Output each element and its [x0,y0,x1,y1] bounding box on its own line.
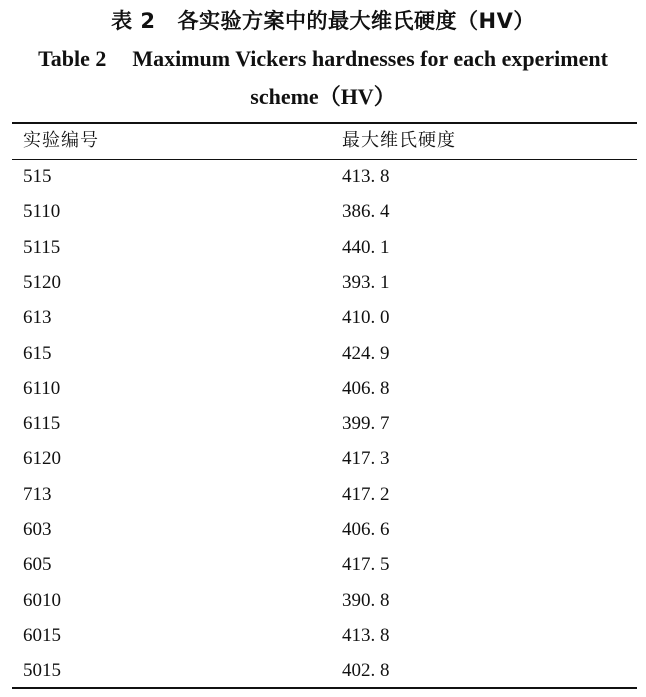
cell-experiment-id: 615 [23,342,52,364]
table-header-row [0,126,646,156]
cell-max-vickers-hardness: 424. 9 [342,342,390,364]
table-top-rule [12,122,637,124]
cell-experiment-id: 5015 [23,660,61,682]
cell-max-vickers-hardness: 417. 2 [342,483,390,505]
cell-max-vickers-hardness: 410. 0 [342,307,390,329]
table-title-english-line2: scheme（HV） [250,84,396,109]
header-experiment-id: 实验编号 [23,130,99,151]
cell-max-vickers-hardness: 406. 8 [342,377,390,399]
table-row [0,197,646,227]
table-row [0,233,646,263]
cell-experiment-id: 603 [23,519,52,540]
cell-max-vickers-hardness: 417. 3 [342,448,390,470]
cell-experiment-id: 515 [23,166,52,187]
cell-experiment-id: 605 [23,554,52,576]
table-caption-chinese [0,6,646,36]
table-row [0,303,646,333]
table-row [0,268,646,298]
cell-experiment-id: 713 [23,483,52,505]
table-row [0,550,646,580]
table-row [0,374,646,404]
table-row [0,621,646,651]
table-row [0,586,646,616]
table-row [0,480,646,510]
table-bottom-rule [12,687,637,689]
cell-experiment-id: 6115 [23,413,61,435]
table-caption-english-continued [0,82,646,112]
cell-experiment-id: 6010 [23,589,61,611]
cell-experiment-id: 613 [23,307,52,329]
table-row [0,444,646,474]
cell-experiment-id: 6110 [23,377,61,399]
table-number-chinese: 表 2 [111,9,156,33]
cell-experiment-id: 6015 [23,624,61,646]
cell-experiment-id: 5120 [23,271,61,293]
table-row [0,515,646,545]
table-number-english: Table 2 [38,46,107,71]
cell-max-vickers-hardness: 402. 8 [342,660,390,682]
cell-max-vickers-hardness: 386. 4 [342,201,390,223]
table-row [0,409,646,439]
cell-max-vickers-hardness: 406. 6 [342,519,390,540]
cell-experiment-id: 6120 [23,448,61,470]
cell-experiment-id: 5115 [23,236,61,258]
header-max-vickers-hardness: 最大维氏硬度 [342,130,456,151]
cell-max-vickers-hardness: 417. 5 [342,554,390,576]
table-title-english-line1: Maximum Vickers hardnesses for each experiment [132,46,608,71]
table-title-chinese: 各实验方案中的最大维氏硬度（HV） [177,9,535,33]
cell-max-vickers-hardness: 413. 8 [342,624,390,646]
table-row [0,339,646,369]
cell-max-vickers-hardness: 413. 8 [342,166,390,187]
cell-max-vickers-hardness: 393. 1 [342,271,390,293]
cell-max-vickers-hardness: 399. 7 [342,413,390,435]
cell-experiment-id: 5110 [23,201,61,223]
table-header-rule [12,159,637,160]
table-row [0,162,646,192]
table-row [0,656,646,686]
table-caption-english [0,43,646,75]
cell-max-vickers-hardness: 440. 1 [342,236,390,258]
cell-max-vickers-hardness: 390. 8 [342,589,390,611]
